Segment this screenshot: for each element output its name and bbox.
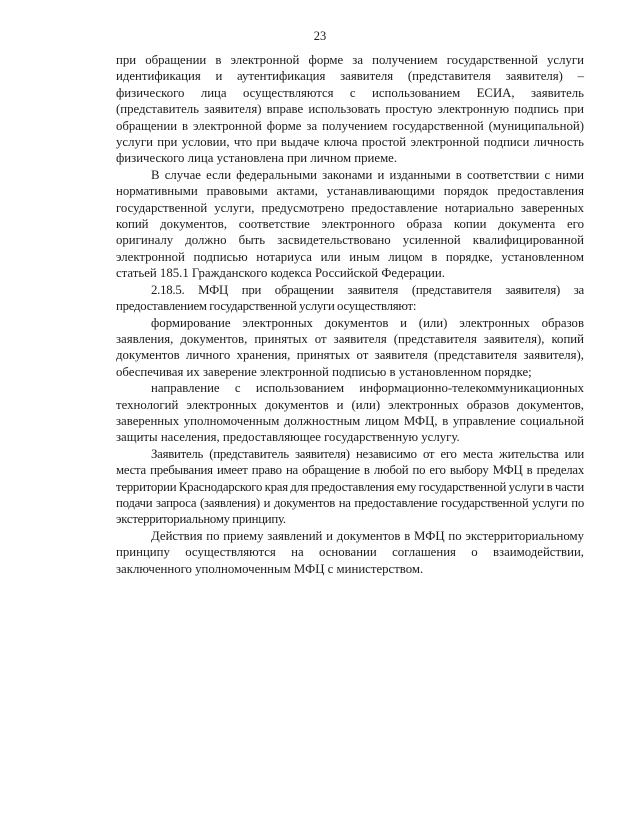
page-number: 23 bbox=[313, 29, 327, 43]
document-body bbox=[116, 52, 584, 577]
paragraph-simple-electronic-signature: при обращении в электронной форме за получением государственной услуги идентификация и аутентификация заявителя (представителя заявителя) – физического лица осуществляются с использованием ЕСИА, заявитель (представитель заявителя) вправе использовать простую электронную подпись при обращении в электронной форме за получением государственной (муниципальной) услуги при условии, что при выдаче ключа простой электронной подписи личность физического лица установлена при личном приеме. bbox=[116, 53, 584, 166]
paragraph-extraterritorial-right: Заявитель (представитель заявителя) независимо от его места жительства или места пребывания имеет право на обращение в любой по его выбору МФЦ в пределах территории Краснодарского края для предоставления ему государственной услуги в части подачи запроса (заявления) и документов на предоставление государственной услуги по экстерриториальному принципу. bbox=[116, 446, 584, 527]
paragraph-sending-documents: направление с использованием информационно-телекоммуникационных технологий электронных документов и (или) электронных образов документов, заверенных уполномоченным должностным лицом МФЦ, в управление социальной защиты населения, предоставляющее государственную услугу. bbox=[116, 381, 584, 445]
paragraph-notarized-copies: В случае если федеральными законами и изданными в соответствии с ними нормативными правовыми актами, устанавливающими порядок предоставления государственной услуги, предусмотрено предоставление нотариально заверенных копий документов, соответствие электронного образа копии документа его оригиналу должно быть засвидетельствовано усиленной квалифицированной электронной подписью нотариуса или иным лицом в порядке, установленном статьей 185.1 Гражданского кодекса Российской Федерации. bbox=[116, 167, 584, 281]
paragraph-extraterritorial-agreement: Действия по приему заявлений и документов в МФЦ по экстерриториальному принципу осуществляются на основании соглашения о взаимодействии, заключенного уполномоченным МФЦ с министерством. bbox=[116, 528, 584, 576]
paragraph-forming-electronic-documents: формирование электронных документов и (или) электронных образов заявления, документов, принятых от заявителя (представителя заявителя), копий документов личного хранения, принятых от заявителя (представителя заявителя), обеспечивая их заверение электронной подписью в установленном порядке; bbox=[116, 315, 584, 379]
paragraph-section-2-18-5: 2.18.5. МФЦ при обращении заявителя (представителя заявителя) за предоставлением государственной услуги осуществляют: bbox=[116, 282, 584, 314]
